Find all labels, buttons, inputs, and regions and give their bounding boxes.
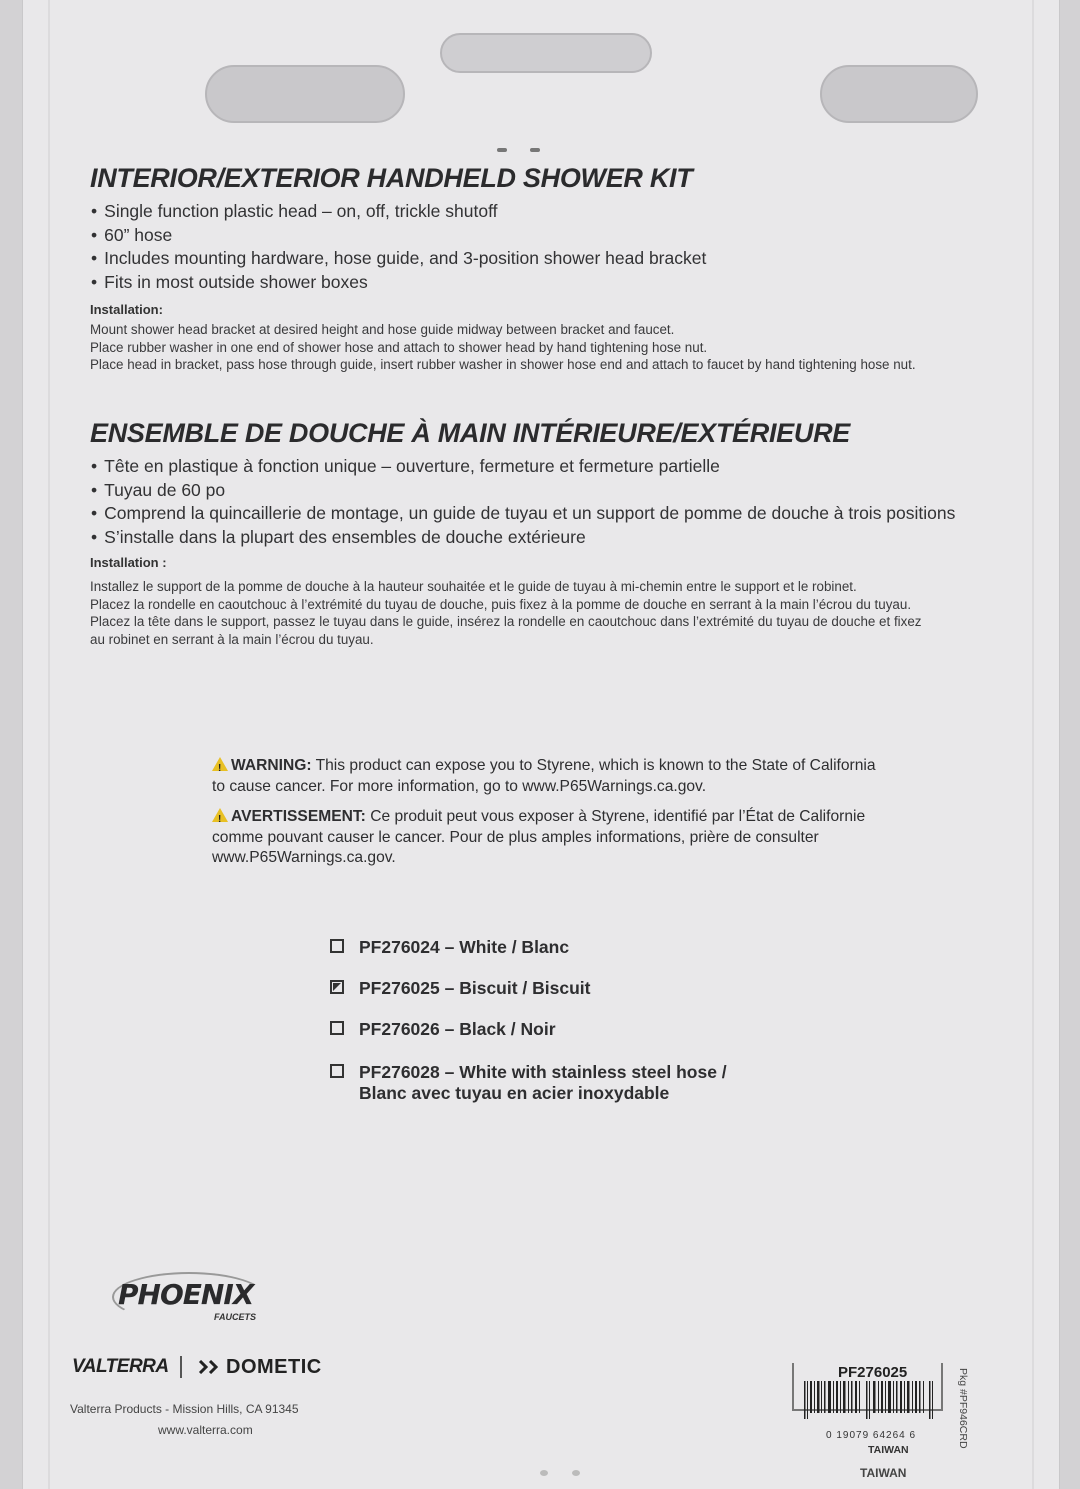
country-of-origin: TAIWAN bbox=[868, 1444, 909, 1456]
english-install-text bbox=[90, 321, 916, 374]
phoenix-logo-subtitle: FAUCETS bbox=[214, 1312, 257, 1322]
install-line: Placez la rondelle en caoutchouc à l’extrémité du tuyau de douche, puis fixez à la pomme de douche en serrant à la main l’écrou du tuyau. bbox=[90, 596, 912, 612]
checkbox-icon bbox=[330, 1064, 344, 1078]
barcode-image bbox=[800, 1381, 940, 1419]
warning-text: to cause cancer. For more information, go to www.P65Warnings.ca.gov. bbox=[212, 777, 707, 795]
french-title: ENSEMBLE DE DOUCHE À MAIN INTÉRIEURE/EXTÉRIEURE bbox=[90, 418, 850, 448]
barcode-number: 0 19079 64264 6 bbox=[826, 1430, 917, 1441]
rivet-left bbox=[497, 148, 507, 152]
checked-checkbox-icon bbox=[330, 980, 344, 994]
option-label: PF276025 – Biscuit / Biscuit bbox=[359, 978, 591, 998]
hang-hole-left bbox=[205, 65, 405, 123]
install-line: Installez le support de la pomme de douche à la hauteur souhaitée et le guide de tuyau à mi-chemin entre le support et le robinet. bbox=[90, 579, 857, 594]
warning-text: comme pouvant causer le cancer. Pour de plus amples informations, prière de consulter bbox=[212, 828, 819, 846]
list-item: • S’installe dans la plupart des ensembles de douche extérieure bbox=[91, 526, 955, 550]
model-option-pf276028 bbox=[330, 1062, 727, 1104]
prop65-warning-french bbox=[212, 807, 865, 869]
sku-label: PF276025 bbox=[838, 1364, 908, 1381]
hang-tab-slot bbox=[440, 33, 652, 73]
list-item: • 60” hose bbox=[91, 224, 706, 248]
brand-separator bbox=[180, 1356, 182, 1378]
french-install-label: Installation : bbox=[90, 555, 167, 570]
dometic-logo bbox=[198, 1356, 322, 1379]
company-website: www.valterra.com bbox=[158, 1423, 253, 1437]
model-option-pf276026 bbox=[330, 1019, 556, 1040]
phoenix-logo: PHOENIX bbox=[118, 1278, 254, 1311]
english-feature-list bbox=[91, 200, 706, 294]
list-item: • Includes mounting hardware, hose guide, and 3-position shower head bracket bbox=[91, 247, 706, 271]
install-line: au robinet en serrant à la main l’écrou du tuyau. bbox=[90, 631, 374, 647]
bottom-rivet-right bbox=[572, 1470, 580, 1476]
model-option-pf276025 bbox=[330, 978, 591, 999]
install-line: Placez la tête dans le support, passez le tuyau dans le guide, insérez la rondelle en caoutchouc dans l’extrémité du tuyau de douche et fixez bbox=[90, 614, 922, 629]
warning-label: WARNING: bbox=[231, 757, 312, 774]
install-line: Place rubber washer in one end of shower hose and attach to shower head by hand tightening hose nut. bbox=[90, 339, 708, 355]
country-of-origin-print: TAIWAN bbox=[860, 1466, 907, 1480]
list-item: • Single function plastic head – on, off, trickle shutoff bbox=[91, 200, 706, 224]
prop65-warning-english bbox=[212, 756, 876, 797]
option-label: PF276026 – Black / Noir bbox=[359, 1019, 556, 1039]
rivet-right bbox=[530, 148, 540, 152]
list-item: • Tête en plastique à fonction unique – ouverture, fermeture et fermeture partielle bbox=[91, 455, 955, 479]
list-item: • Comprend la quincaillerie de montage, un guide de tuyau et un support de pomme de douche à trois positions bbox=[91, 502, 955, 526]
option-label-line2: Blanc avec tuyau en acier inoxydable bbox=[359, 1083, 670, 1103]
checkbox-icon bbox=[330, 1021, 344, 1035]
french-feature-list bbox=[91, 455, 955, 549]
english-install-label: Installation: bbox=[90, 302, 163, 317]
warning-text: This product can expose you to Styrene, which is known to the State of California bbox=[311, 757, 876, 774]
dometic-wordmark: DOMETIC bbox=[226, 1356, 322, 1378]
model-option-pf276024 bbox=[330, 937, 569, 958]
valterra-logo: VALTERRA bbox=[72, 1356, 169, 1377]
install-line: Mount shower head bracket at desired height and hose guide midway between bracket and faucet. bbox=[90, 322, 675, 337]
checkbox-icon bbox=[330, 939, 344, 953]
option-label: PF276028 – White with stainless steel hose / bbox=[359, 1062, 727, 1082]
list-item: • Fits in most outside shower boxes bbox=[91, 271, 706, 295]
warning-triangle-icon bbox=[212, 757, 228, 771]
warning-label: AVERTISSEMENT: bbox=[231, 808, 366, 825]
warning-triangle-icon bbox=[212, 808, 228, 822]
bottom-rivet-left bbox=[540, 1470, 548, 1476]
warning-text: Ce produit peut vous exposer à Styrene, identifié par l’État de Californie bbox=[365, 808, 866, 825]
hang-hole-right bbox=[820, 65, 978, 123]
list-item: • Tuyau de 60 po bbox=[91, 479, 955, 503]
install-line: Place head in bracket, pass hose through guide, insert rubber washer in shower hose end and attach to faucet by hand tightening hose nut. bbox=[90, 357, 916, 372]
dometic-chevron-icon bbox=[198, 1360, 226, 1374]
english-title: INTERIOR/EXTERIOR HANDHELD SHOWER KIT bbox=[90, 163, 693, 193]
company-address: Valterra Products - Mission Hills, CA 91345 bbox=[70, 1402, 299, 1416]
option-label: PF276024 – White / Blanc bbox=[359, 937, 570, 957]
package-number bbox=[957, 1368, 969, 1382]
french-install-text bbox=[90, 578, 921, 648]
warning-text: www.P65Warnings.ca.gov. bbox=[212, 849, 396, 866]
